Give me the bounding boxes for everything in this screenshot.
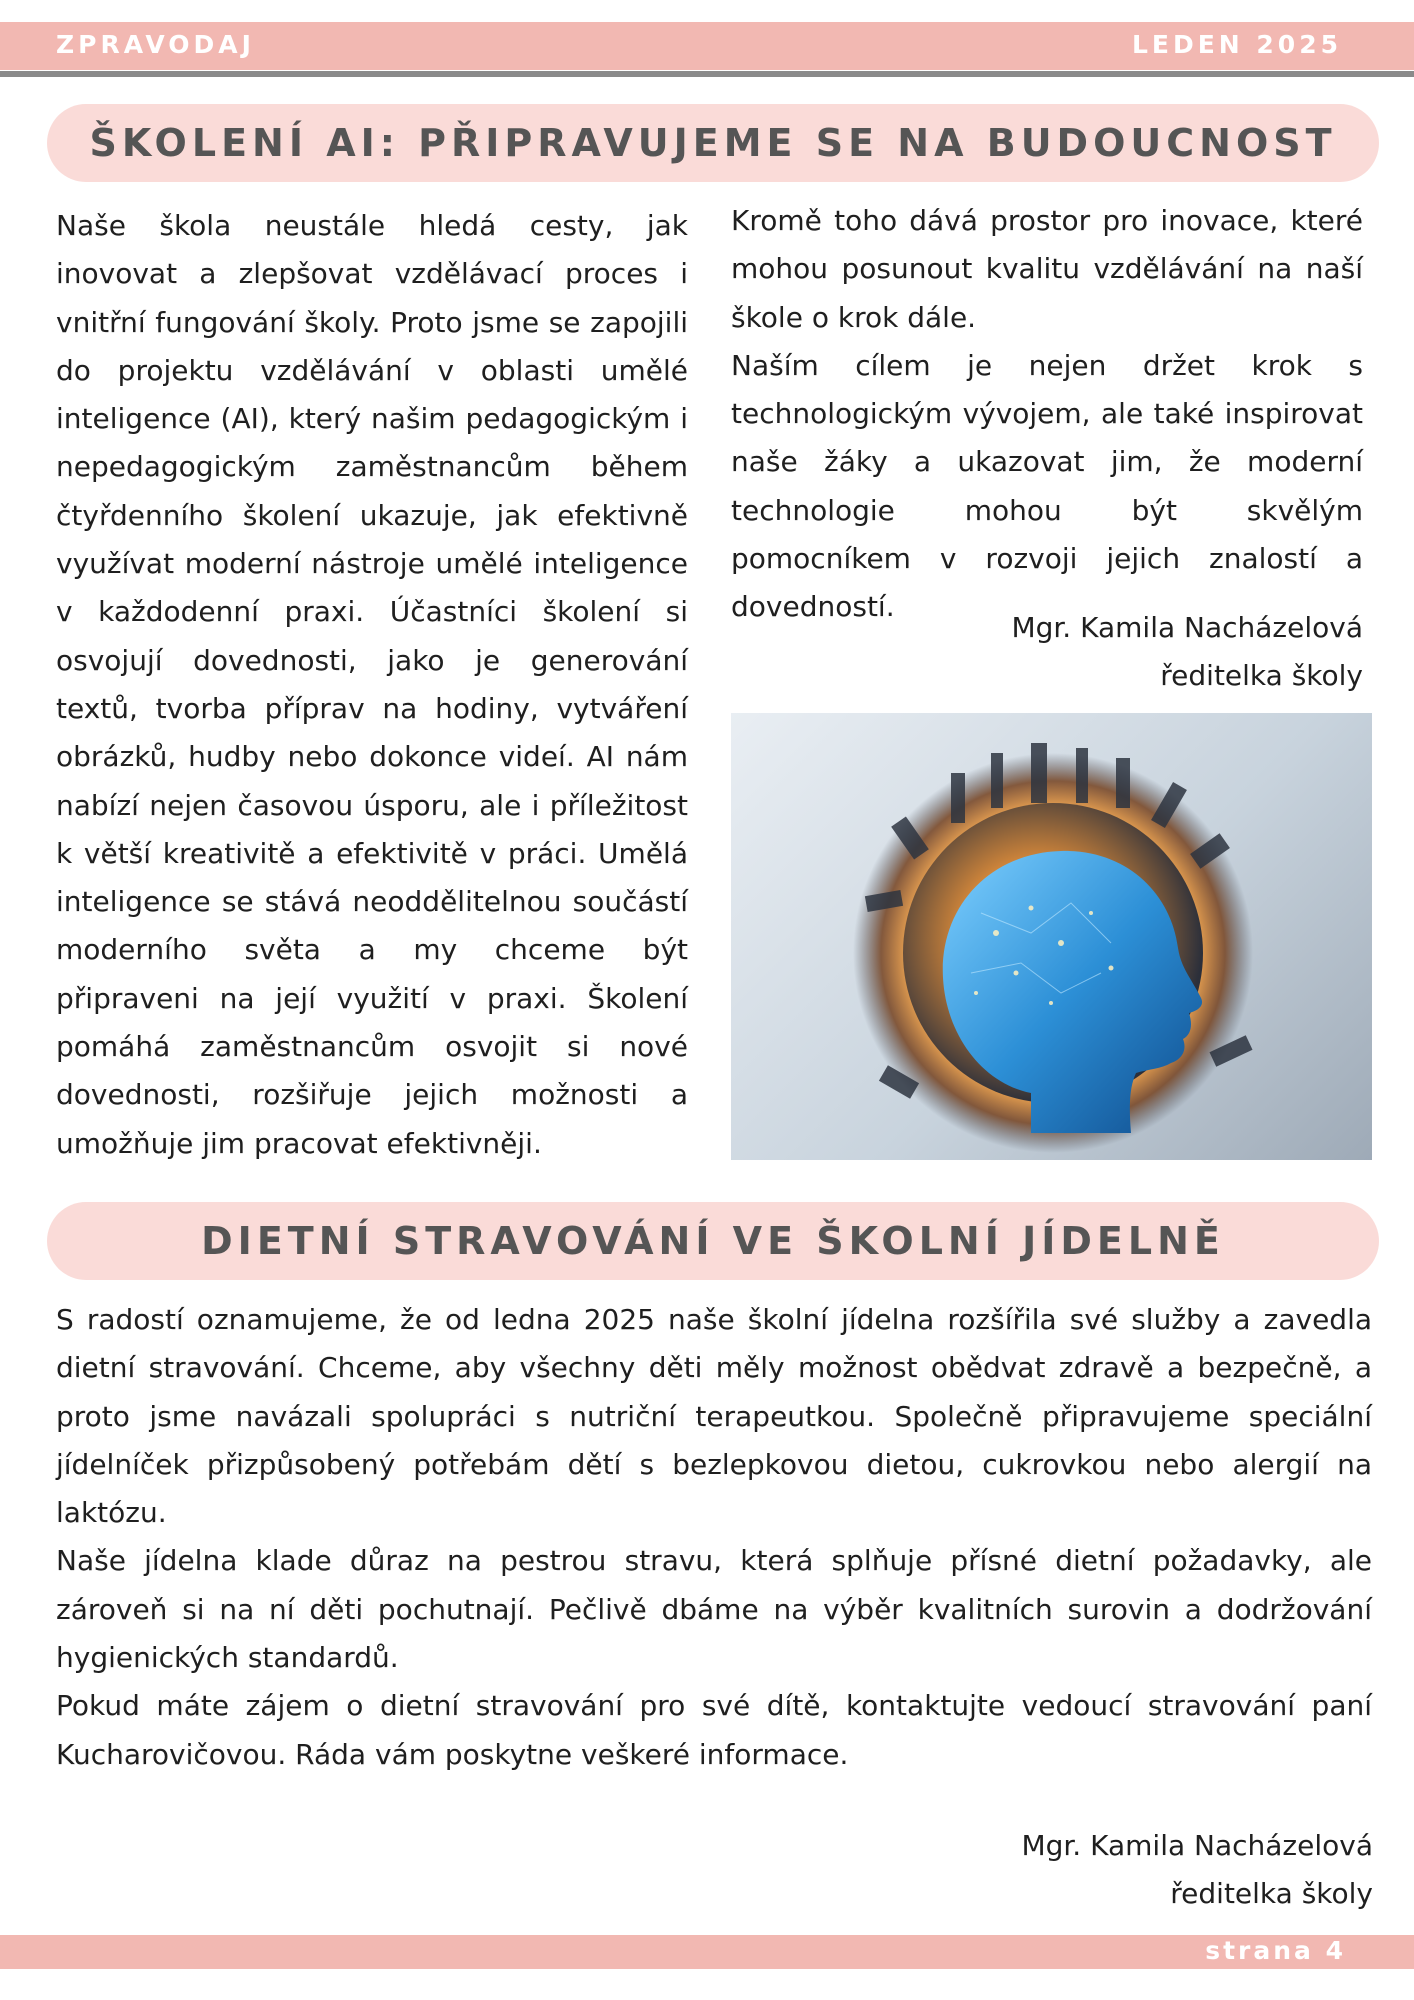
ai-article-left-column [56,202,688,1168]
signature-name: Mgr. Kamila Nacházelová [1021,1829,1373,1862]
ai-article-signature [731,604,1363,700]
section-title-ai-training: ŠKOLENÍ AI: PŘIPRAVUJEME SE NA BUDOUCNOST [47,104,1379,182]
ai-article-paragraph: Kromě toho dává prostor pro inovace, které mohou posunout kvalitu vzdělávání na naší škole o krok dále. [731,204,1363,334]
diet-article-paragraph: S radostí oznamujeme, že od ledna 2025 naše školní jídelna rozšířila své služby a zavedla dietní stravování. Chceme, aby všechny děti měly možnost obědvat zdravě a bezpečně, a proto jsme navázali spolupráci s nutriční terapeutkou. Společně připravujeme speciální jídelníček přizpůsobený potřebám dětí s bezlepkovou dietou, cukrovkou nebo alergií na laktózu. [56,1303,1372,1530]
section-title-diet: DIETNÍ STRAVOVÁNÍ VE ŠKOLNÍ JÍDELNĚ [47,1202,1379,1280]
header-rule [0,71,1414,77]
ai-article-right-column [731,197,1363,632]
page-number: strana 4 [1205,1936,1346,1965]
footer-bar [0,1935,1414,1969]
signature-role: ředitelka školy [1160,659,1363,692]
diet-article-signature [731,1822,1373,1918]
ai-article-paragraph: Naším cílem je nejen držet krok s technologickým vývojem, ale také inspirovat naše žáky a ukazovat jim, že moderní technologie mohou být skvělým pomocníkem v rozvoji jejich znalostí a dovedností. [731,348,1363,624]
ai-article-paragraph: Naše škola neustále hledá cesty, jak inovovat a zlepšovat vzdělávací proces i vnitřní fungování školy. Proto jsme se zapojili do projektu vzdělávání v oblasti umělé inteligence (AI), který našim pedagogickým i nepedagogickým zaměstnancům během čtyřdenního školení ukazuje, jak efektivně využívat moderní nástroje umělé inteligence v každodenní praxi. Účastníci školení si osvojují dovednosti, jako je generování textů, tvorba příprav na hodiny, vytváření obrázků, hudby nebo dokonce videí. AI nám nabízí nejen časovou úsporu, ale i příležitost k větší kreativitě a efektivitě v práci. Umělá inteligence se stává neoddělitelnou součástí moderního světa a my chceme být připraveni na její využití v praxi. Školení pomáhá zaměstnancům osvojit si nové dovednosti, rozšiřuje jejich možnosti a umožňuje jim pracovat efektivněji. [56,209,688,1160]
issue-date: LEDEN 2025 [1131,30,1342,59]
newsletter-label: ZPRAVODAJ [56,30,255,59]
ai-head-illustration [731,713,1372,1160]
diet-article-paragraph: Naše jídelna klade důraz na pestrou stravu, která splňuje přísné dietní požadavky, ale zároveň si na ní děti pochutnají. Pečlivě dbáme na výběr kvalitních surovin a dodržování hygienických standardů. [56,1544,1372,1675]
signature-role: ředitelka školy [1170,1877,1373,1910]
signature-name: Mgr. Kamila Nacházelová [1011,611,1363,644]
diet-article-paragraph: Pokud máte zájem o dietní stravování pro své dítě, kontaktujte vedoucí stravování paní Kucharovičovou. Ráda vám poskytne veškeré informace. [56,1689,1372,1771]
diet-article-body [56,1296,1372,1779]
header-bar [0,22,1414,70]
